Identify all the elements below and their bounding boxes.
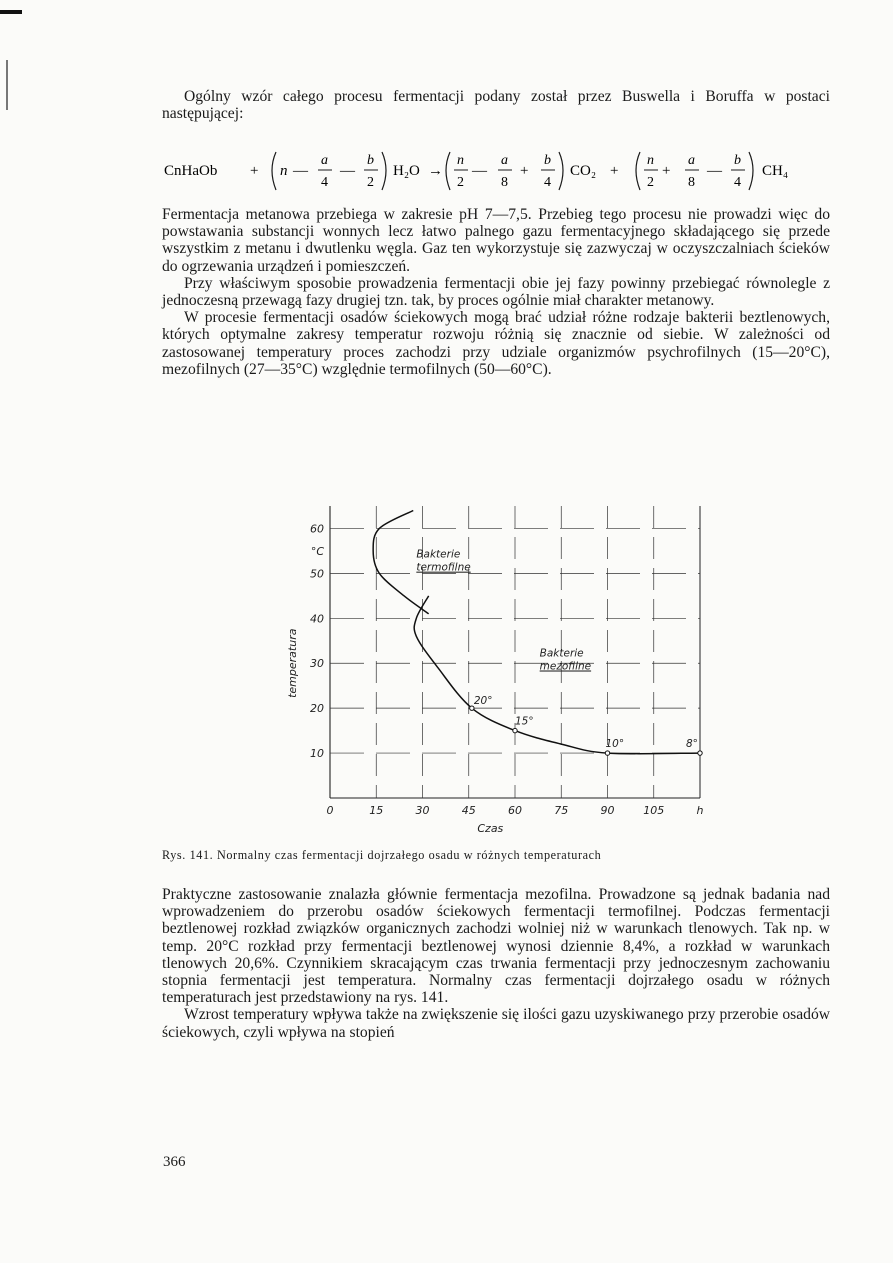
plus-sign: + bbox=[250, 163, 259, 179]
paragraph: Praktyczne zastosowanie znalazła głównie fermentacja mezofilna. Prowadzone są jednak badania nad wprowadzeniem do przerobu osadów ściekowych fermentacji termofilnej. Podczas fermentacji beztlenowej rozkład związków organicznych zachodzi wolniej niż w warunkach tlenowych. Tak np. w temp. 20°C rozkład przy fermentacji beztlenowej wynosi dziennie 8,4%, a rozkład w warunkach tlenowych 20,6%. Czynnikiem skracającym czas trwania fermentacji przy jednoczesnym zachowaniu stopnia fermentacji jest temperatura. Normalny czas fermentacji dojrzałego osadu w różnych temperaturach jest przedstawiony na rys. 141. bbox=[162, 886, 830, 1007]
var-b: b bbox=[367, 153, 374, 168]
fermentation-formula bbox=[164, 142, 840, 198]
x-tick-label: 0 bbox=[326, 804, 334, 817]
den-2: 2 bbox=[647, 175, 654, 190]
y-tick-label: 60 bbox=[310, 522, 324, 536]
x-tick-label: 45 bbox=[461, 804, 476, 817]
fermentation-chart bbox=[280, 498, 720, 848]
methane: CH₄ bbox=[762, 163, 789, 179]
scan-edge-mark bbox=[6, 60, 8, 110]
paragraph: Wzrost temperatury wpływa także na zwiększenie się ilości gazu uzyskiwanego przy przerobie osadów ściekowych, czyli wpływa na stopień bbox=[162, 1006, 830, 1041]
point-label: 20° bbox=[473, 695, 493, 708]
paragraph: Fermentacja metanowa przebiega w zakresie pH 7—7,5. Przebieg tego procesu nie prowadzi więc do powstawania substancji wonnych lecz łatwo palnego gazu fermentacyjnego składającego się przede wszystkim z metanu i dwutlenku węgla. Gaz ten wykorzystuje się zazwyczaj w oczyszczalniach ścieków do ogrzewania urządzeń i pomieszczeń. bbox=[162, 206, 830, 275]
minus-sign: — bbox=[340, 163, 355, 179]
paragraph: W procesie fermentacji osadów ściekowych mogą brać udział różne rodzaje bakterii beztlenowych, których optymalne zakresy temperatur rozwoju różnią się znacznie od siebie. W zależności od zastosowanej temperatury proces zachodzi przy udziale organizmów psychrofilnych (15—20°C), mezofilnych (27—35°C) względnie termofilnych (50—60°C). bbox=[162, 309, 830, 378]
data-point bbox=[513, 728, 517, 732]
x-tick-label: 60 bbox=[508, 804, 522, 817]
minus-sign: — bbox=[472, 163, 487, 179]
x-tick-label: 105 bbox=[643, 804, 665, 817]
water: H₂O bbox=[393, 163, 420, 179]
point-label: 15° bbox=[515, 715, 534, 728]
var-b: b bbox=[734, 153, 741, 168]
den-2: 2 bbox=[457, 175, 464, 190]
var-n: n bbox=[280, 163, 288, 179]
var-n: n bbox=[647, 153, 654, 168]
series-label: termofilne bbox=[416, 561, 471, 574]
page-number: 366 bbox=[163, 1154, 186, 1170]
reactant-symbol bbox=[164, 163, 217, 179]
y-tick-label: 10 bbox=[310, 747, 324, 761]
var-a: a bbox=[321, 153, 328, 168]
data-point bbox=[698, 751, 702, 755]
minus-sign: — bbox=[293, 163, 308, 179]
y-tick-label: 30 bbox=[310, 657, 324, 671]
series-label: mezofilne bbox=[539, 660, 592, 673]
paren-left bbox=[446, 152, 450, 190]
x-tick-label: 75 bbox=[554, 804, 569, 817]
y-tick-label: 50 bbox=[310, 567, 324, 581]
data-point bbox=[605, 751, 609, 755]
body-text-bottom bbox=[162, 886, 830, 1041]
carbon-dioxide: CO₂ bbox=[570, 163, 597, 179]
figure-caption: Rys. 141. Normalny czas fermentacji dojrzałego osadu w różnych temperaturach bbox=[162, 848, 602, 862]
x-tick-label: 90 bbox=[600, 804, 615, 817]
reaction-arrow: → bbox=[428, 163, 443, 179]
var-a: a bbox=[501, 153, 508, 168]
den-8: 8 bbox=[501, 175, 508, 190]
y-axis-title: temperatura bbox=[286, 628, 299, 698]
y-tick-label: °C bbox=[310, 544, 324, 558]
series-label: Bakterie bbox=[416, 548, 461, 561]
plus-sign: + bbox=[662, 163, 671, 179]
x-tick-label: 15 bbox=[369, 804, 384, 817]
paren-left bbox=[636, 152, 640, 190]
intro-text bbox=[162, 88, 830, 122]
paragraph: Przy właściwym sposobie prowadzenia fermentacji obie jej fazy powinny przebiegać równolegle z jednoczesną przewagą fazy drugiej tzn. tak, by proces ogólnie miał charakter metanowy. bbox=[162, 274, 830, 310]
var-n: n bbox=[457, 153, 464, 168]
paren-right bbox=[382, 152, 386, 190]
var-b: b bbox=[544, 153, 551, 168]
den-4: 4 bbox=[734, 175, 741, 190]
y-tick-label: 20 bbox=[310, 702, 324, 716]
den-4: 4 bbox=[544, 175, 551, 190]
reactant: CnHaOb bbox=[164, 163, 218, 179]
plus-sign: + bbox=[610, 163, 619, 179]
y-tick-label: 40 bbox=[310, 612, 324, 626]
chart-svg bbox=[280, 498, 720, 843]
paren-left bbox=[272, 152, 276, 190]
den-2: 2 bbox=[367, 175, 374, 190]
point-label: 10° bbox=[605, 738, 625, 751]
x-axis-title: Czas bbox=[477, 822, 504, 835]
x-tick-label: 30 bbox=[415, 804, 430, 817]
series-label: Bakterie bbox=[539, 647, 584, 660]
series-line-mezofilne bbox=[414, 596, 700, 754]
paren-right bbox=[559, 152, 563, 190]
paragraph: Ogólny wzór całego procesu fermentacji podany został przez Buswella i Boruffa w postaci następującej: bbox=[162, 88, 830, 123]
den-4: 4 bbox=[321, 175, 328, 190]
point-label: 8° bbox=[686, 738, 698, 751]
plus-sign: + bbox=[520, 163, 529, 179]
den-8: 8 bbox=[688, 175, 695, 190]
minus-sign: — bbox=[707, 163, 722, 179]
body-text-mid bbox=[162, 206, 830, 378]
formula-svg bbox=[164, 142, 840, 198]
var-a: a bbox=[688, 153, 695, 168]
paren-right bbox=[749, 152, 753, 190]
x-tick-label: h bbox=[696, 804, 704, 817]
scan-edge-mark bbox=[0, 10, 22, 14]
